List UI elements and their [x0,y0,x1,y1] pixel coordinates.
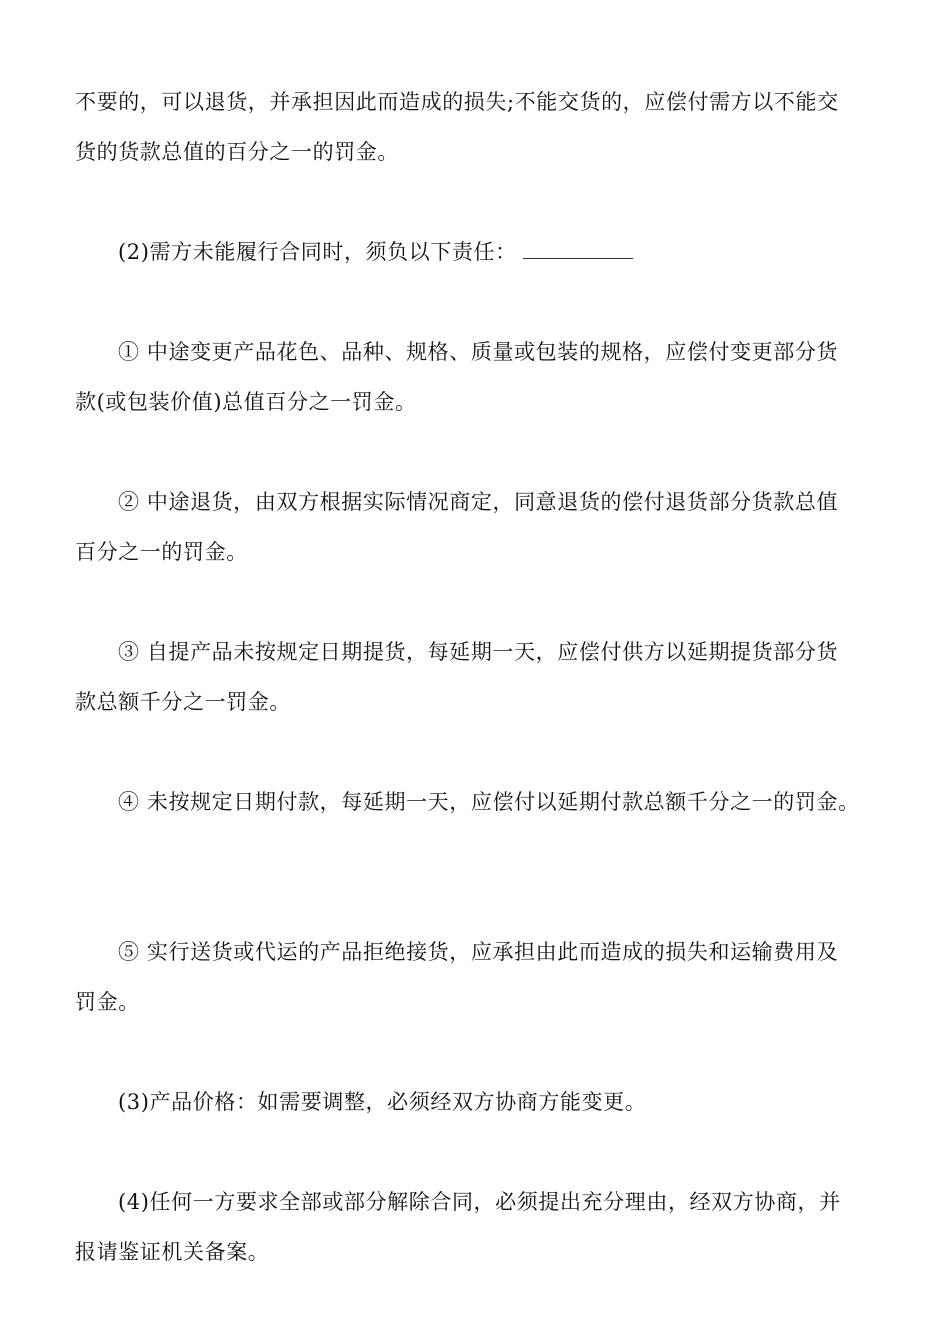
paragraph-line: 报请鉴证机关备案。 [75,1240,270,1264]
paragraph-line: ⑤ 实行送货或代运的产品拒绝接货，应承担由此而造成的损失和运输费用及 [118,940,839,964]
paragraph-line: ① 中途变更产品花色、品种、规格、质量或包装的规格，应偿付变更部分货 [118,340,839,364]
paragraph-line: (3)产品价格：如需要调整，必须经双方协商方能变更。 [118,1090,647,1114]
clause-2-heading [118,238,880,266]
paragraph-line: (2)需方未能履行合同时，须负以下责任： [118,240,517,264]
paragraph-line: ② 中途退货，由双方根据实际情况商定，同意退货的偿付退货部分货款总值 [118,490,839,514]
paragraph-line: 款总额千分之一罚金。 [75,690,291,714]
paragraph-line: ④ 未按规定日期付款，每延期一天，应偿付以延期付款总额千分之一的罚金。 [118,790,860,814]
fill-in-blank [523,240,633,259]
paragraph-line: 罚金。 [75,990,140,1014]
paragraph-line: 款(或包装价值)总值百分之一罚金。 [75,390,417,414]
paragraph-line: ③ 自提产品未按规定日期提货，每延期一天，应偿付供方以延期提货部分货 [118,640,839,664]
paragraph-line: 百分之一的罚金。 [75,540,248,564]
paragraph-line: 不要的，可以退货，并承担因此而造成的损失;不能交货的，应偿付需方以不能交 [75,90,839,114]
paragraph-line: 货的货款总值的百分之一的罚金。 [75,140,399,164]
paragraph-line: (4)任何一方要求全部或部分解除合同，必须提出充分理由，经双方协商，并 [118,1190,841,1214]
